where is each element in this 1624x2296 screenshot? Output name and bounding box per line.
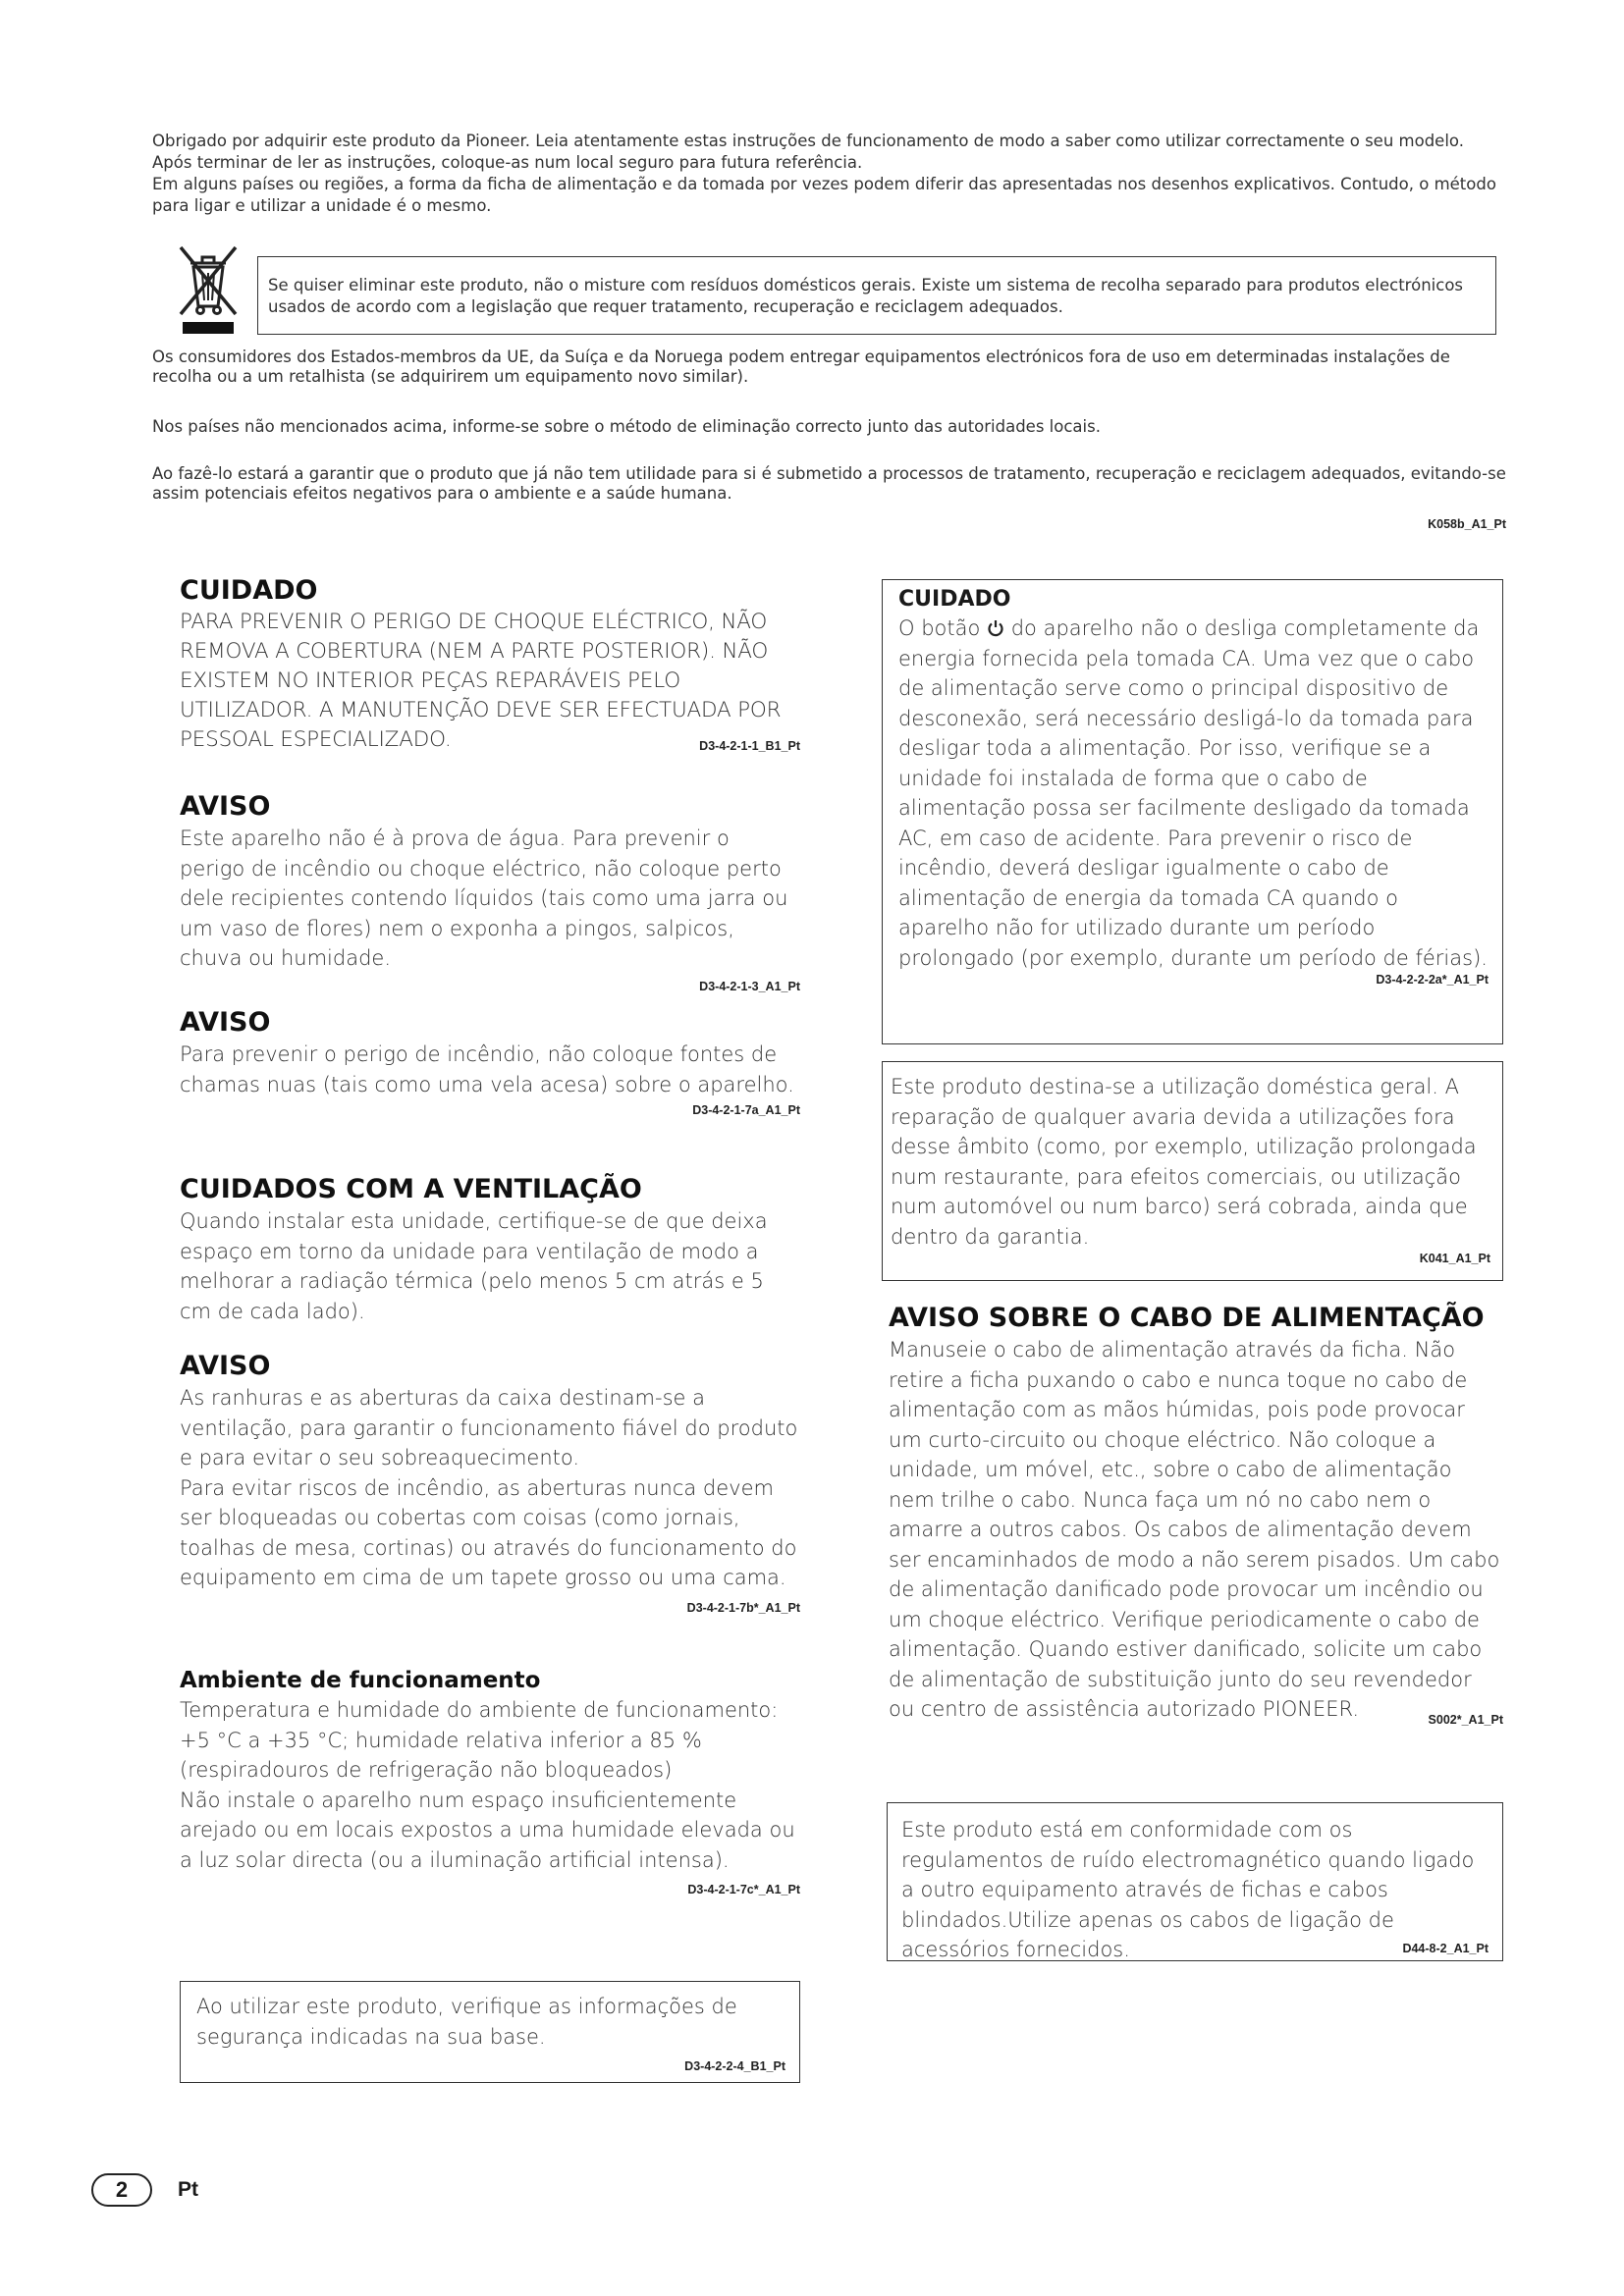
crossed-out-wheelie-bin-icon [177, 241, 240, 340]
section-aviso-aberturas [180, 1350, 800, 1615]
section-title: AVISO [180, 791, 271, 822]
section-text: As ranhuras e as aberturas da caixa destinam-se a ventilação, para garantir o funcionamento fiável do produto e para evitar o seu sobreaquecimento. [180, 1386, 798, 1469]
weee-notice-text: Se quiser eliminar este produto, não o misture com resíduos domésticos gerais. Existe um sistema de recolha separado para produtos electrónicos usados de acordo com a legislação que requer tratamento, recuperação e reciclagem adequados. [268, 276, 1464, 316]
section-title: AVISO [180, 1007, 271, 1038]
document-code: S002*_A1_Pt [1428, 1712, 1503, 1727]
section-text: O botão [898, 616, 981, 640]
intro-text [152, 131, 1507, 217]
weee-paragraph-1 [152, 347, 1507, 387]
section-text: Quando instalar esta unidade, certifique-se de que deixa espaço em torno da unidade para ventilação de modo a melhorar a radiação térmica (pelo menos 5 cm atrás e 5 cm de cada lado). [180, 1209, 768, 1323]
section-title: Ambiente de funcionamento [180, 1668, 541, 1693]
section-text: Para prevenir o perigo de incêndio, não coloque fontes de chamas nuas (tais como uma vela acesa) sobre o aparelho. [180, 1042, 794, 1096]
section-text: Este aparelho não é à prova de água. Para prevenir o perigo de incêndio ou choque eléctrico, não coloque perto dele recipientes contendo líquidos (tais como uma jarra ou um vaso de flores) nem o exponha a pingos, salpicos, chuva ou humidade. [180, 827, 788, 970]
section-title: CUIDADO [180, 575, 318, 606]
page-number: 2 [91, 2173, 152, 2207]
section-aviso-cabo [889, 1302, 1503, 1727]
document-code: D3-4-2-1-1_B1_Pt [699, 739, 800, 753]
section-title: CUIDADOS COM A VENTILAÇÃO [180, 1174, 642, 1204]
document-code: D3-4-2-1-3_A1_Pt [699, 979, 800, 993]
section-title: AVISO [180, 1351, 271, 1381]
section-aviso-agua [180, 790, 800, 993]
section-ventilacao [180, 1173, 800, 1326]
power-standby-icon [987, 619, 1004, 637]
section-text: +5 °C a +35 °C; humidade relativa inferior a 85 % (respiradouros de refrigeração não bloqueados) [180, 1728, 702, 1782]
weee-notice-box [257, 256, 1496, 335]
intro-paragraph: Obrigado por adquirir este produto da Pioneer. Leia atentamente estas instruções de funcionamento de modo a saber como utilizar correctamente o seu modelo. Após terminar de ler as instruções, coloque-as num local seguro para futura referência. [152, 132, 1464, 172]
section-text: Para evitar riscos de incêndio, as aberturas nunca devem ser bloqueadas ou cobertas com coisas (como jornais, toalhas de mesa, cortinas) ou através do funcionamento do equipamento em cima de um tapete grosso ou uma cama. [180, 1475, 797, 1589]
section-text: Temperatura e humidade do ambiente de funcionamento: [180, 1698, 779, 1722]
weee-text: Os consumidores dos Estados-membros da UE, da Suíça e da Noruega podem entregar equipamentos electrónicos fora de uso em determinadas instalações de recolha ou a um retalhista (se adquirirem um equipamento novo similar). [152, 347, 1450, 386]
section-text: Este produto destina-se a utilização doméstica geral. A reparação de qualquer avaria devida a utilizações fora desse âmbito (como, por exemplo, utilização prolongada num restaurante, para efeitos comerciais, ou utilização num automóvel ou num barco) será cobrada, ainda que dentro da garantia. [891, 1075, 1477, 1249]
section-text: Manuseie o cabo de alimentação através da ficha. Não retire a ficha puxando o cabo e nunca toque no cabo de alimentação com as mãos húmidas, pois pode provocar um curto-circuito ou choque eléctrico. Não coloque a unidade, um móvel, etc., sobre o cabo de alimentação nem trilhe o cabo. Nunca faça um nó no cabo nem o amarre a outros cabos. Os cabos de alimentação devem ser encaminhados de modo a não serem pisados. Um cabo de alimentação danificado pode provocar um incêndio ou um choque eléctrico. Verifique periodicamente o cabo de alimentação. Quando estiver danificado, solicite um cabo de alimentação de substituição junto do seu revendedor ou centro de assistência autorizado PIONEER. [889, 1338, 1500, 1721]
document-code: K041_A1_Pt [1419, 1252, 1490, 1265]
section-ambiente [180, 1666, 800, 1896]
document-code: D44-8-2_A1_Pt [1402, 1941, 1489, 1955]
domestic-use-box [882, 1061, 1503, 1281]
document-code: D3-4-2-2-2a*_A1_Pt [1376, 973, 1489, 987]
document-code: D3-4-2-1-7a_A1_Pt [692, 1103, 800, 1117]
section-aviso-chamas [180, 1006, 800, 1117]
section-title: AVISO SOBRE O CABO DE ALIMENTAÇÃO [889, 1303, 1485, 1333]
section-text: Não instale o aparelho num espaço insuficientemente arejado ou em locais expostos a uma humidade elevada ou a luz solar directa (ou a iluminação artificial intensa). [180, 1788, 795, 1872]
weee-text: Nos países não mencionados acima, informe-se sobre o método de eliminação correcto junto das autoridades locais. [152, 417, 1101, 436]
document-code: D3-4-2-2-4_B1_Pt [684, 2059, 785, 2073]
document-code: K058b_A1_Pt [1428, 517, 1506, 531]
weee-paragraph-2 [152, 417, 1507, 437]
base-info-box [180, 1981, 800, 2083]
weee-text: Ao fazê-lo estará a garantir que o produto que já não tem utilidade para si é submetido a processos de tratamento, recuperação e reciclagem adequados, evitando-se assim potenciais efeitos negativos para o ambiente e a saúde humana. [152, 464, 1506, 503]
section-text: do aparelho não o desliga completamente da energia fornecida pela tomada CA. Uma vez que o cabo de alimentação serve como o principal dispositivo de desconexão, será necessário desligá-lo da tomada para desligar toda a alimentação. Por isso, verifique se a unidade foi instalada de forma que o cabo de alimentação possa ser facilmente desligado da tomada AC, em caso de acidente. Para prevenir o risco de incêndio, deverá desligar igualmente o cabo de alimentação de energia da tomada CA quando o aparelho não for utilizado durante um período prolongado (por exemplo, durante um período de férias). [898, 616, 1488, 970]
section-text: Este produto está em conformidade com os regulamentos de ruído electromagnético quando ligado a outro equipamento através de fichas e cabos blindados.Utilize apenas os cabos de ligação de acessórios fornecidos. [901, 1818, 1475, 1961]
document-code: D3-4-2-1-7b*_A1_Pt [686, 1600, 800, 1615]
section-text: Ao utilizar este produto, verifique as informações de segurança indicadas na sua base. [196, 1995, 737, 2049]
section-cuidado [180, 574, 800, 753]
intro-paragraph: Em alguns países ou regiões, a forma da ficha de alimentação e da tomada por vezes podem diferir das apresentadas nos desenhos explicativos. Contudo, o método para ligar e utilizar a unidade é o mesmo. [152, 175, 1496, 215]
cuidado-power-box [882, 579, 1503, 1044]
emc-box [887, 1802, 1503, 1961]
weee-paragraph-3 [152, 464, 1507, 504]
section-title: CUIDADO [898, 587, 1011, 612]
section-text: PARA PREVENIR O PERIGO DE CHOQUE ELÉCTRICO, NÃO REMOVA A COBERTURA (NEM A PARTE POSTERIOR). NÃO EXISTEM NO INTERIOR PEÇAS REPARÁVEIS PELO UTILIZADOR. A MANUTENÇÃO DEVE SER EFECTUADA POR PESSOAL ESPECIALIZADO. [180, 610, 782, 752]
document-code: D3-4-2-1-7c*_A1_Pt [687, 1883, 800, 1896]
language-label: Pt [178, 2178, 198, 2201]
